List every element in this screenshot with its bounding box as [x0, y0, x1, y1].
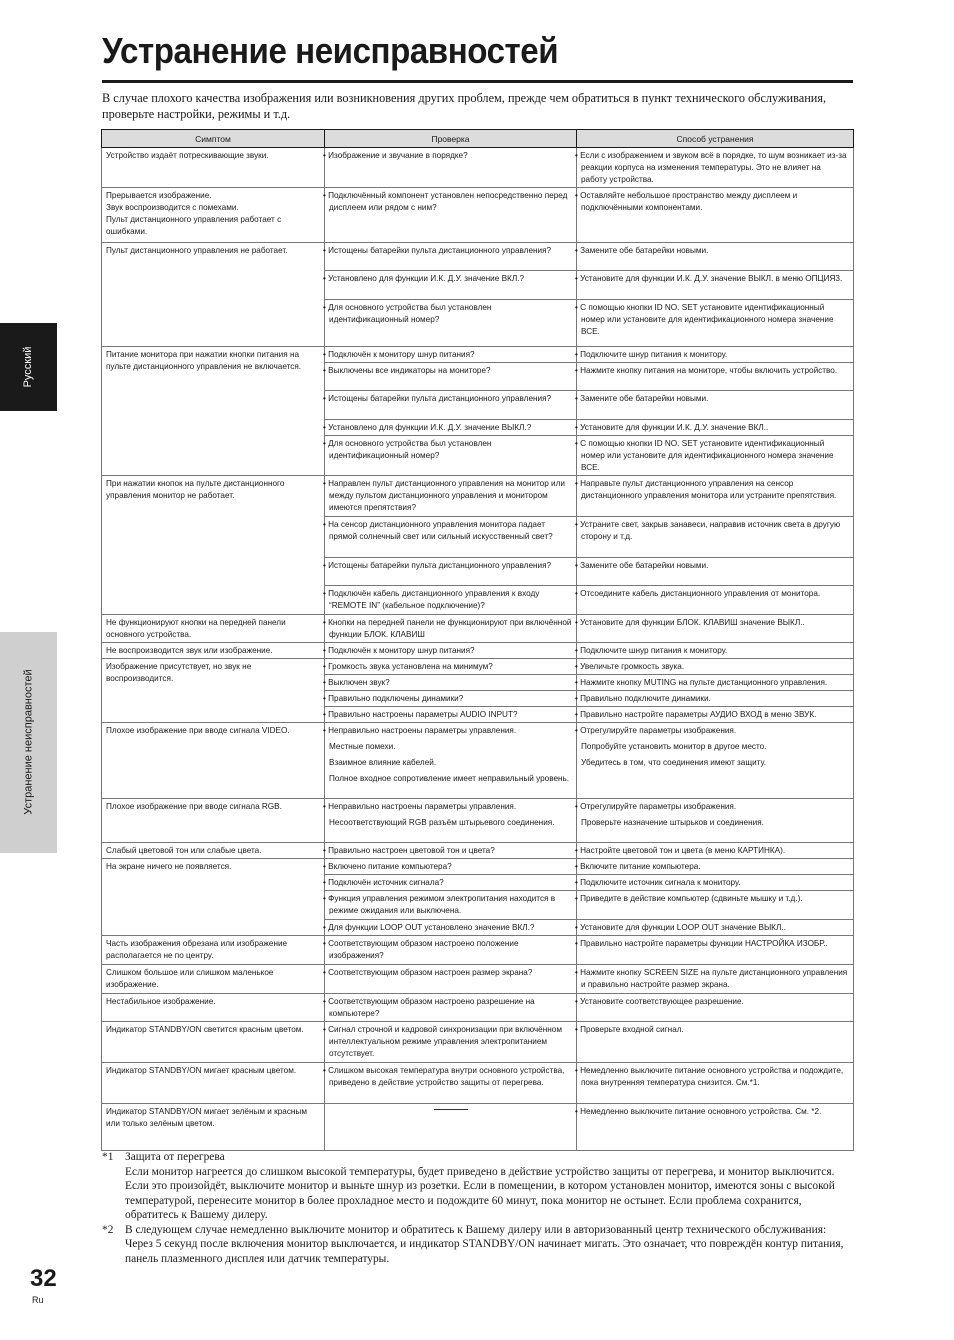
page-language-code: Ru	[32, 1295, 44, 1305]
check-subitem: Полное входное сопротивление имеет неправильный уровень.	[329, 774, 570, 783]
remedy-text: • Установите соответствующее разрешение.	[575, 997, 744, 1006]
remedy-subitem: Убедитесь в том, что соединения имеют защиту.	[581, 758, 767, 767]
remedy-text: • Установите для функции И.К. Д.У. значение ВЫКЛ. в меню ОПЦИЯ3.	[575, 274, 843, 283]
check-cell	[325, 188, 577, 243]
intro-text: В случае плохого качества изображения или возникновения других проблем, прежде чем обратиться в пункт технического обслуживания, проверьте настройки, режимы и т.д.	[102, 91, 827, 121]
table-row	[102, 723, 854, 799]
remedy-text: • Отрегулируйте параметры изображения.	[575, 726, 737, 735]
remedy-text: • Нажмите кнопку MUTING на пульте дистанционного управления.	[575, 678, 828, 687]
table-row	[102, 843, 854, 859]
check-text: • Громкость звука установлена на минимум?	[323, 662, 493, 671]
table-row	[102, 1022, 854, 1063]
table-row	[102, 347, 854, 363]
footnote-text: Через 5 секунд после включения монитор выключается, и индикатор STANDBY/ON начинает мигать. Это означает, что повреждён контур питания, панель плазменного дисплея или датчик температуры.	[125, 1238, 844, 1265]
check-text: • Подключён источник сигнала?	[323, 878, 444, 887]
remedy-subitem: Попробуйте установить монитор в другое место.	[581, 742, 767, 751]
check-text: • Истощены батарейки пульта дистанционного управления?	[323, 561, 552, 570]
remedy-cell	[577, 558, 854, 586]
check-subitem: Взаимное влияние кабелей.	[329, 758, 437, 767]
side-tab-language-label: Русский	[22, 346, 34, 388]
table-body	[102, 148, 854, 1151]
check-text: • Функция управления режимом электропитания находится в режиме ожидания или выключена.	[323, 894, 556, 915]
remedy-cell	[577, 243, 854, 271]
check-cell	[325, 271, 577, 300]
symptom-cell: Прерывается изображение. Звук воспроизводится с помехами. Пульт дистанционного управления работает с ошибками.	[102, 188, 325, 243]
table-row	[102, 936, 854, 965]
remedy-cell	[577, 691, 854, 707]
check-text: • Подключён к монитору шнур питания?	[323, 646, 475, 655]
remedy-cell	[577, 875, 854, 891]
title-rule	[102, 80, 853, 83]
check-cell	[325, 1063, 577, 1104]
remedy-cell	[577, 615, 854, 643]
table-row	[102, 643, 854, 659]
check-cell	[325, 586, 577, 615]
remedy-cell	[577, 723, 854, 799]
check-text: • Для основного устройства был установлен идентификационный номер?	[323, 439, 492, 460]
table-row	[102, 148, 854, 188]
check-subitem: Местные помехи.	[329, 742, 396, 751]
table-row	[102, 859, 854, 875]
remedy-text: • Правильно настройте параметры функции НАСТРОЙКА ИЗОБР..	[575, 939, 828, 948]
check-text: • Соответствующим образом настроено положение изображения?	[323, 939, 519, 960]
remedy-cell	[577, 843, 854, 859]
remedy-text: • Замените обе батарейки новыми.	[575, 246, 709, 255]
check-text: • Неправильно настроены параметры управления.	[323, 726, 517, 735]
remedy-cell	[577, 1022, 854, 1063]
check-text: • Изображение и звучание в порядке?	[323, 151, 468, 160]
remedy-text: • Установите для функции LOOP OUT значение ВЫКЛ..	[575, 923, 786, 932]
remedy-subitem	[581, 773, 849, 793]
remedy-text: • Правильно подключите динамики.	[575, 694, 711, 703]
check-text: • Подключён кабель дистанционного управления к входу “REMOTE IN” (кабельное подключение)?	[323, 589, 540, 610]
symptom-cell: Индикатор STANDBY/ON светится красным цветом.	[102, 1022, 325, 1063]
remedy-text: • Приведите в действие компьютер (сдвиньте мышку и т.д.).	[575, 894, 803, 903]
check-text: • Истощены батарейки пульта дистанционного управления?	[323, 246, 552, 255]
remedy-cell	[577, 659, 854, 675]
check-cell	[325, 859, 577, 875]
symptom-cell: Слишком большое или слишком маленькое изображение.	[102, 965, 325, 994]
footnote-text: Если монитор нагреется до слишком высокой температуры, будет приведено в действие устройство защиты от перегрева, и монитор выключится. Если это произойдёт, выключите монитор и выньте шнур из розетки. Если в помещении, в котором установлен монитор, имеются зоны с высокой температурой, перенесите монитор в более прохладное место и подождите 60 минут, пока монитор не остынет. Если проблема сохранится, обратитесь к Вашему дилеру.	[125, 1165, 835, 1221]
check-cell	[325, 675, 577, 691]
check-cell	[325, 476, 577, 517]
check-cell	[325, 643, 577, 659]
remedy-text: • Правильно настройте параметры АУДИО ВХОД в меню ЗВУК.	[575, 710, 817, 719]
remedy-cell	[577, 1104, 854, 1151]
check-cell	[325, 691, 577, 707]
empty-dash	[434, 1109, 468, 1110]
remedy-text: • Увеличьте громкость звука.	[575, 662, 685, 671]
symptom-cell: При нажатии кнопок на пульте дистанционного управления монитор не работает.	[102, 476, 325, 615]
check-cell	[325, 615, 577, 643]
footnotes	[102, 1150, 853, 1266]
table-row	[102, 1104, 854, 1151]
table-row	[102, 799, 854, 843]
check-cell	[325, 1104, 577, 1151]
page-title: Устранение неисправностей	[102, 30, 559, 71]
check-cell	[325, 363, 577, 391]
remedy-cell	[577, 586, 854, 615]
remedy-text: • Оставляйте небольшое пространство между дисплеем и подключёнными компонентами.	[575, 191, 798, 212]
table-row	[102, 188, 854, 243]
remedy-cell	[577, 271, 854, 300]
check-cell	[325, 148, 577, 188]
table-header-row	[102, 130, 854, 148]
remedy-cell	[577, 643, 854, 659]
remedy-cell	[577, 920, 854, 936]
check-text: • Слишком высокая температура внутри основного устройства, приведено в действие устройство защиты от перегрева.	[323, 1066, 565, 1087]
check-cell	[325, 347, 577, 363]
side-tab-section	[0, 632, 57, 853]
check-cell	[325, 517, 577, 558]
symptom-cell: Изображение присутствует, но звук не воспроизводится.	[102, 659, 325, 723]
column-header-remedy: Способ устранения	[577, 130, 854, 148]
footnote-mark: *2	[102, 1223, 114, 1236]
footnote-mark: *1	[102, 1151, 114, 1163]
remedy-text: • С помощью кнопки ID NO. SET установите идентификационный номер или установите для идентификационного номера значение ВСЕ.	[575, 303, 834, 336]
remedy-text: • Направьте пульт дистанционного управления на сенсор дистанционного управления монитора или устраните препятствия.	[575, 479, 837, 500]
remedy-text: • Отрегулируйте параметры изображения.	[575, 802, 737, 811]
check-cell	[325, 799, 577, 843]
remedy-text: • Замените обе батарейки новыми.	[575, 394, 709, 403]
table-row	[102, 1063, 854, 1104]
side-tab-language	[0, 323, 57, 411]
page-number: 32	[30, 1265, 57, 1292]
check-cell	[325, 243, 577, 271]
check-text: • Кнопки на передней панели не функционируют при включённой функции БЛОК. КЛАВИШ	[323, 618, 572, 639]
check-cell	[325, 659, 577, 675]
check-cell	[325, 936, 577, 965]
remedy-cell	[577, 517, 854, 558]
remedy-cell	[577, 675, 854, 691]
footnote	[102, 1150, 853, 1223]
check-text: • Включено питание компьютера?	[323, 862, 452, 871]
footnote-text: Защита от перегрева	[125, 1151, 225, 1163]
remedy-text: • Немедленно выключите питание основного устройства. См. *2.	[575, 1107, 822, 1116]
check-cell	[325, 391, 577, 420]
remedy-text: • Подключите шнур питания к монитору.	[575, 646, 728, 655]
check-text: • Установлено для функции И.К. Д.У. значение ВКЛ.?	[323, 274, 525, 283]
remedy-cell	[577, 965, 854, 994]
remedy-text: • Настройте цветовой тон и цвета (в меню КАРТИНКА).	[575, 846, 786, 855]
table-row	[102, 994, 854, 1022]
remedy-cell	[577, 994, 854, 1022]
troubleshooting-table	[101, 129, 854, 1151]
check-text: • Соответствующим образом настроено разрешение на компьютере?	[323, 997, 535, 1018]
check-cell	[325, 723, 577, 799]
check-text: • Выключен звук?	[323, 678, 390, 687]
check-text: • Правильно подключены динамики?	[323, 694, 464, 703]
check-cell	[325, 843, 577, 859]
remedy-cell	[577, 799, 854, 843]
symptom-cell: Устройство издаёт потрескивающие звуки.	[102, 148, 325, 188]
remedy-cell	[577, 891, 854, 920]
remedy-cell	[577, 148, 854, 188]
remedy-cell	[577, 1063, 854, 1104]
check-cell	[325, 965, 577, 994]
remedy-text: • С помощью кнопки ID NO. SET установите идентификационный номер или установите для идентификационного номера значение ВСЕ.	[575, 439, 834, 472]
remedy-text: • Нажмите кнопку питания на мониторе, чтобы включить устройство.	[575, 366, 838, 375]
footnote-text: В следующем случае немедленно выключите монитор и обратитесь к Вашему дилеру или в авторизованный центр технического обслуживания:	[125, 1223, 827, 1236]
check-text: • Направлен пульт дистанционного управления на монитор или между пультом дистанционного управления и монитором имеются препятствия?	[323, 479, 565, 512]
remedy-subitem: Проверьте назначение штырьков и соединения.	[581, 818, 764, 827]
remedy-cell	[577, 300, 854, 347]
remedy-text: • Немедленно выключите питание основного устройства и подождите, пока внутренняя температура снизится. См.*1.	[575, 1066, 844, 1087]
check-cell	[325, 558, 577, 586]
column-header-check: Проверка	[325, 130, 577, 148]
table-row	[102, 476, 854, 517]
table-row	[102, 965, 854, 994]
symptom-cell: На экране ничего не появляется.	[102, 859, 325, 936]
remedy-cell	[577, 859, 854, 875]
remedy-text: • Установите для функции И.К. Д.У. значение ВКЛ..	[575, 423, 769, 432]
remedy-cell	[577, 420, 854, 436]
table-row	[102, 243, 854, 271]
remedy-cell	[577, 188, 854, 243]
symptom-cell: Плохое изображение при вводе сигнала VIDEO.	[102, 723, 325, 799]
check-text: • Соответствующим образом настроен размер экрана?	[323, 968, 533, 977]
check-subitem: Несоответствующий RGB разъём штырьевого соединения.	[329, 818, 555, 827]
symptom-cell: Не воспроизводится звук или изображение.	[102, 643, 325, 659]
remedy-text: • Проверьте входной сигнал.	[575, 1025, 684, 1034]
symptom-cell: Нестабильное изображение.	[102, 994, 325, 1022]
remedy-cell	[577, 476, 854, 517]
check-text: • Подключённый компонент установлен непосредственно перед дисплеем или рядом с ним?	[323, 191, 568, 212]
remedy-cell	[577, 391, 854, 420]
remedy-text: • Замените обе батарейки новыми.	[575, 561, 709, 570]
check-text: • Правильно настроен цветовой тон и цвета?	[323, 846, 495, 855]
check-text: • Для функции LOOP OUT установлено значение ВКЛ.?	[323, 923, 535, 932]
check-cell	[325, 436, 577, 476]
check-cell	[325, 994, 577, 1022]
side-tab-section-label: Устранение неисправностей	[22, 669, 35, 815]
check-text: • Правильно настроены параметры AUDIO INPUT?	[323, 710, 518, 719]
remedy-text: • Включите питание компьютера.	[575, 862, 701, 871]
check-cell	[325, 891, 577, 920]
symptom-cell: Плохое изображение при вводе сигнала RGB.	[102, 799, 325, 843]
check-text: • Выключены все индикаторы на мониторе?	[323, 366, 491, 375]
remedy-cell	[577, 347, 854, 363]
remedy-text: • Если с изображением и звуком всё в порядке, то шум возникает из-за реакции корпуса на изменения температуры. Это не влияет на работу устройства.	[575, 151, 847, 184]
check-text: • Сигнал строчной и кадровой синхронизации при включённом интеллектуальном режиме управления электропитанием отсутствует.	[323, 1025, 562, 1058]
footnote	[102, 1223, 853, 1267]
symptom-cell: Не функционируют кнопки на передней панели основного устройства.	[102, 615, 325, 643]
remedy-cell	[577, 936, 854, 965]
check-text: • Неправильно настроены параметры управления.	[323, 802, 517, 811]
check-text: • Для основного устройства был установлен идентификационный номер?	[323, 303, 492, 324]
table-row	[102, 615, 854, 643]
remedy-cell	[577, 436, 854, 476]
check-cell	[325, 1022, 577, 1063]
check-cell	[325, 300, 577, 347]
remedy-text: • Нажмите кнопку SCREEN SIZE на пульте дистанционного управления и правильно настройте размер экрана.	[575, 968, 848, 989]
check-text: • Истощены батарейки пульта дистанционного управления?	[323, 394, 552, 403]
remedy-text: • Подключите шнур питания к монитору.	[575, 350, 728, 359]
column-header-symptom: Симптом	[102, 130, 325, 148]
symptom-cell: Индикатор STANDBY/ON мигает зелёным и красным или только зелёным цветом.	[102, 1104, 325, 1151]
remedy-text: • Подключите источник сигнала к монитору.	[575, 878, 741, 887]
symptom-cell: Индикатор STANDBY/ON мигает красным цветом.	[102, 1063, 325, 1104]
symptom-cell: Пульт дистанционного управления не работает.	[102, 243, 325, 347]
check-text: • Подключён к монитору шнур питания?	[323, 350, 475, 359]
remedy-text: • Отсоедините кабель дистанционного управления от монитора.	[575, 589, 821, 598]
remedy-text: • Установите для функции БЛОК. КЛАВИШ значение ВЫКЛ..	[575, 618, 805, 627]
check-cell	[325, 920, 577, 936]
symptom-cell: Часть изображения обрезана или изображение располагается не по центру.	[102, 936, 325, 965]
symptom-cell: Питание монитора при нажатии кнопки питания на пульте дистанционного управления не включается.	[102, 347, 325, 476]
table-row	[102, 659, 854, 675]
symptom-cell: Слабый цветовой тон или слабые цвета.	[102, 843, 325, 859]
remedy-cell	[577, 707, 854, 723]
check-cell	[325, 707, 577, 723]
remedy-cell	[577, 363, 854, 391]
check-text: • Установлено для функции И.К. Д.У. значение ВЫКЛ.?	[323, 423, 532, 432]
remedy-text: • Устраните свет, закрыв занавеси, направив источник света в другую сторону и т.д.	[575, 520, 841, 541]
check-cell	[325, 875, 577, 891]
check-text: • На сенсор дистанционного управления монитора падает прямой солнечный свет или сильный искусственный свет?	[323, 520, 553, 541]
check-cell	[325, 420, 577, 436]
